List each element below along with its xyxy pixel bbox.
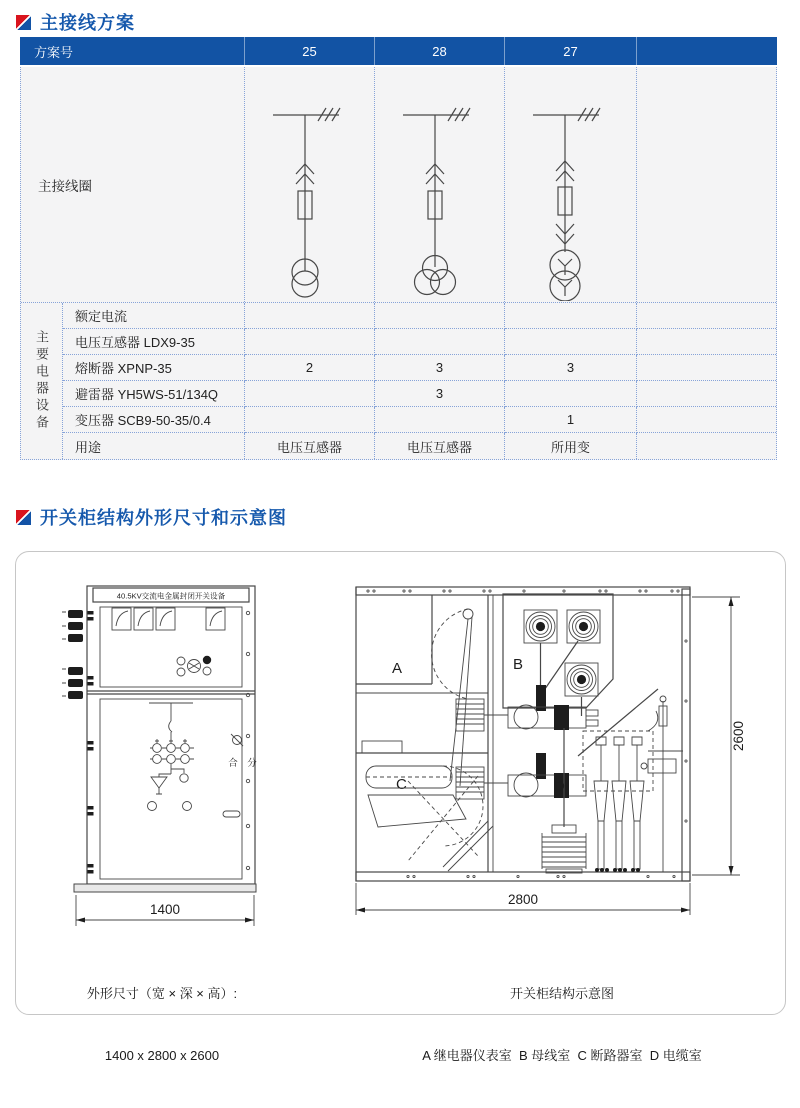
row-label: 电压互感器 LDX9-35 [63,329,245,355]
circuit-breaker-poles [456,685,598,827]
lower-door [100,699,242,879]
delta-winding-icon [151,777,167,788]
scheme-table-body [20,67,777,460]
drawings-panel [15,551,786,1063]
cell-value: 2 [245,355,375,381]
cell-value: 电压互感器 [375,433,505,459]
cell-value: 3 [375,381,505,407]
row-label: 变压器 SCB9-50-35/0.4 [63,407,245,433]
depth-dim-text: 2800 [507,892,539,907]
room-c-label: C [396,776,407,793]
rivet-icons [367,590,687,878]
equipment-group-cell [21,303,63,459]
busbar-room-outline [503,594,613,708]
header-scheme-27: 27 [505,37,637,65]
cell-value: 电压互感器 [245,433,375,459]
cell-value [245,381,375,407]
width-dimension [76,895,254,926]
header-scheme-28: 28 [375,37,505,65]
room-a-label: A [392,660,403,677]
room-d-label: D [554,778,565,795]
row-label: 熔断器 XPNP-35 [63,355,245,381]
cell-value [505,329,637,355]
cabinet-front-view-drawing [60,581,270,938]
cell-value [637,355,776,381]
cell-value [375,407,505,433]
mimic-diagram [149,703,194,794]
scheme-28-diagram [377,69,503,301]
equipment-grid [21,303,776,459]
cell-value [637,381,776,407]
caption-line: A 继电器仪表室 B 母线室 C 断路器室 D 电缆室 [422,1047,702,1063]
diagram-row-label: 主接线圈 [21,67,245,302]
right-post [682,589,690,881]
operation-handle-icon [231,734,243,746]
row-label: 避雷器 YH5WS-51/134Q [63,381,245,407]
cabinet-base [74,884,256,892]
scheme-empty-cell [637,67,776,302]
cell-value: 所用变 [505,433,637,459]
section-title-cabinet-structure [16,504,287,530]
caption-line: 1400 x 2800 x 2600 [104,1047,220,1063]
cell-value [245,407,375,433]
scheme-27-cell [505,67,637,302]
nameplate-text: 40.5KV交流电金属封闭开关设备 [116,591,226,601]
cell-value [637,433,776,459]
cell-value [637,329,776,355]
equipment-group-label: 主要电器设备 [34,330,49,432]
scheme-25-diagram [247,69,373,301]
meter-icons [112,608,225,630]
cell-value [245,303,375,329]
close-label: 合 [228,758,238,769]
indicator-lamps-icon [177,656,211,676]
height-dim-text: 2600 [731,720,746,752]
cell-value [637,407,776,433]
section-title-text: 主接线方案 [40,13,135,33]
button-icon [148,802,157,811]
height-dimension [692,597,746,875]
post-insulator-icons [524,610,600,696]
cell-value: 3 [375,355,505,381]
diagram-row [21,67,776,303]
cable-room-dashed-box [583,731,653,791]
button-icon [183,802,192,811]
bottom-rail [356,872,690,881]
scheme-table-header [20,37,777,67]
cell-value [375,329,505,355]
bellows-insulator-icon [542,825,586,873]
row-label: 用途 [63,433,245,459]
cell-value: 3 [505,355,637,381]
busbar-icon [403,108,470,121]
cable-termination-icons [594,737,644,872]
row-label: 额定电流 [63,303,245,329]
header-scheme-25: 25 [245,37,375,65]
breaker-room-details [362,741,493,871]
header-scheme-empty [637,37,777,65]
cell-value: 1 [505,407,637,433]
cabinet-side-section-drawing [348,581,752,938]
section-bullet-icon [16,15,31,30]
upper-door [100,607,242,687]
caption-line: 开关柜结构示意图 [509,985,614,1001]
caption-line: 外形尺寸（宽 × 深 × 高）: [86,985,238,1001]
handle-slot-icon [223,811,240,817]
section-title-text: 开关柜结构外形尺寸和示意图 [40,508,287,528]
scheme-28-cell [375,67,505,302]
header-scheme-no: 方案号 [20,37,245,65]
width-dim-text: 1400 [149,902,181,917]
cell-value [505,303,637,329]
cell-value [505,381,637,407]
earthing-switch-mech [641,696,676,872]
door-swing-arc [432,609,473,786]
busbar-icon [533,108,600,121]
cell-value [637,303,776,329]
scheme-table [20,37,777,460]
open-label: 分 [247,758,257,769]
screw-icons [246,611,249,869]
section-title-main-wiring [16,9,135,35]
cell-value [245,329,375,355]
scheme-27-diagram [507,69,635,301]
room-b-label: B [513,656,524,673]
cell-value [375,303,505,329]
scheme-25-cell [245,67,375,302]
outline-dimensions-caption [42,942,282,1108]
structure-diagram-caption [346,942,778,1108]
section-bullet-icon [16,510,31,525]
depth-dimension [356,883,690,915]
busbar-icon [273,108,340,121]
station-transformer-icon [550,250,580,301]
hinge-icons [62,610,94,874]
